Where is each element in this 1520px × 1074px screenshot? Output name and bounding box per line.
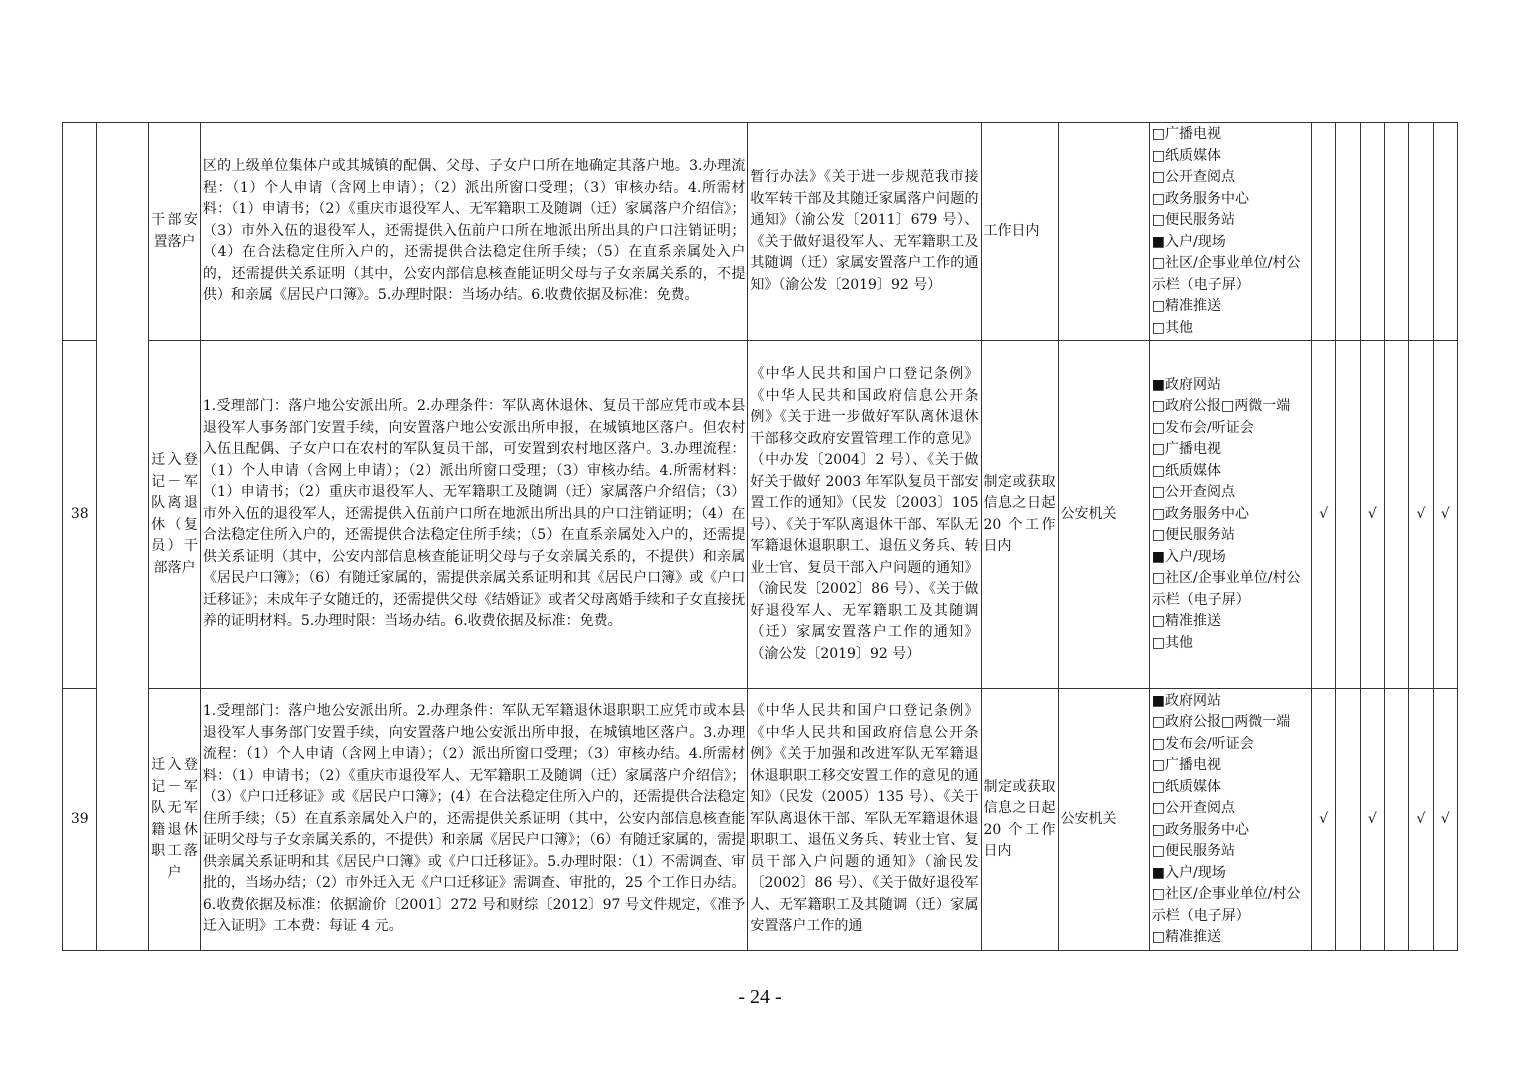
channel-option: □广播电视 [1151,126,1222,142]
channel-option: □社区/企事业单位/村公示栏（电子屏） [1151,886,1301,924]
item-content: 1.受理部门：落户地公安派出所。2.办理条件：军队无军籍退休退职职工应凭市或本县退役军人事务部门安置手续，向安置落户地公安派出所申报，在城镇地区落户。3.办理流程：（1）个人申请（含网上申请）；（2）派出所窗口受理；（3）审核办结。4.所需材料：（1）申请书；（2）《重庆市退役军人、无军籍职工及随调（迁）家属落户介绍信》；（3）《户口迁移证》或《居民户口簿》；(4）在合法稳定住所入户的，还需提供合法稳定住所手续；（5）在直系亲属处入户的，还需提供关系证明（其中，公安内部信息核查能证明父母与子女亲属关系的，不提供）和亲属《居民户口簿》；（6）有随迁家属的，需提供亲属关系证明和其《居民户口簿》或《户口迁移证》。5.办理时限：（1）不需调查、审批的，当场办结；（2）市外迁入无《户口迁移证》需调查、审批的，25 个工作日办结。6.收费依据及标准：依据渝价〔2001〕272 号和财综〔2012〕97 号文件规定，《准予迁入证明》工本费：每证 4 元。 [200,689,747,951]
mark-cell [1384,123,1408,341]
mark-cell [1433,123,1457,341]
channel-option: □政务服务中心 [1151,821,1250,838]
item-content: 1.受理部门：落户地公安派出所。2.办理条件：军队离休退休、复员干部应凭市或本县退役军人事务部门安置手续，向安置落户地公安派出所申报，在城镇地区落户。但农村入伍且配偶、子女户口在农村的军队复员干部，可安置到农村地区落户。3.办理流程：（1）个人申请（含网上申请）；（2）派出所窗口受理；（3）审核办结。4.所需材料：（1）申请书；（2）重庆市退役军人、无军籍职工及随调（迁）家属落户介绍信；（3）市外入伍的退役军人，还需提供入伍前户口所在地派出所出具的户口注销证明；（4）在合法稳定住所入户的，还需提供合法稳定住所手续；（5）在直系亲属处入户的，还需提供关系证明（其中，公安内部信息核查能证明父母与子女亲属关系的，不提供）和亲属《居民户口簿》；（6）有随迁家属的，需提供亲属关系证明和其《居民户口簿》或《户口迁移证》；未成年子女随迁的，还需提供父母《结婚证》或者父母离婚手续和子女直接抚养的证明材料。5.办理时限：当场办结。6.收费依据及标准：免费。 [200,341,747,689]
channel-option: □其他 [1151,634,1194,651]
item-time-limit: 工作日内 [981,123,1058,341]
item-time-limit: 制定或获取信息之日起 20 个工作日内 [981,689,1058,951]
channel-option: □便民服务站 [1151,527,1236,544]
category-cell [97,123,149,951]
item-basis: 暂行办法》《关于进一步规范我市接收军转干部及其随迁家属落户问题的通知》（渝公发〔2011〕679 号）、《关于做好退役军人、无军籍职工及其随调（迁）家属安置落户工作的通知》（渝公发〔2019〕92 号） [748,123,981,341]
mark-cell [1409,123,1433,341]
mark-cell: √ [1433,689,1457,951]
table-row [63,123,1458,341]
channel-option: □便民服务站 [1151,212,1236,228]
channel-option: □社区/企事业单位/村公示栏（电子屏） [1151,570,1301,608]
channel-option: □发布会/听证会 [1151,735,1254,752]
channel-option: □便民服务站 [1151,843,1236,859]
table-row [63,341,1458,689]
mark-cell [1384,341,1408,689]
channel-option: ■政府网站 [1151,376,1222,393]
channel-option: □政府公报□两微一端 [1151,714,1291,730]
item-name: 干部安置落户 [149,123,201,341]
item-subject: 公安机关 [1058,341,1149,689]
item-subject [1058,123,1149,341]
table-row [63,689,1458,951]
item-time-limit: 制定或获取信息之日起 20 个工作日内 [981,341,1058,689]
item-subject: 公安机关 [1058,689,1149,951]
mark-cell [1311,123,1335,341]
mark-cell [1360,123,1384,341]
mark-cell [1384,689,1408,951]
channel-option: □纸质媒体 [1151,462,1222,479]
channel-option: □政务服务中心 [1151,190,1250,207]
mark-cell: √ [1311,341,1335,689]
channel-option: □社区/企事业单位/村公示栏（电子屏） [1151,255,1301,293]
channel-option: ■入户/现场 [1151,548,1226,565]
item-content: 区的上级单位集体户或其城镇的配偶、父母、子女户口所在地确定其落户地。3.办理流程：（1）个人申请（含网上申请）；（2）派出所窗口受理；（3）审核办结。4.所需材料：（1）申请书；（2）《重庆市退役军人、无军籍职工及随调（迁）家属落户介绍信》；（3）市外入伍的退役军人，还需提供入伍前户口所在地派出所出具的户口注销证明；（4）在合法稳定住所入户的，还需提供合法稳定住所手续；（5）在直系亲属处入户的，还需提供关系证明（其中，公安内部信息核查能证明父母与子女亲属关系的，不提供）和亲属《居民户口簿》。5.办理时限：当场办结。6.收费依据及标准：免费。 [200,123,747,341]
channel-option: ■政府网站 [1151,692,1222,709]
page-number: - 24 - [738,986,782,1008]
channel-option: □公开查阅点 [1151,484,1236,501]
channel-option: □纸质媒体 [1151,147,1222,164]
mark-cell: √ [1311,689,1335,951]
item-basis: 《中华人民共和国户口登记条例》《中华人民共和国政府信息公开条例》《关于进一步做好军队离休退休干部移交政府安置管理工作的意见》（中办发〔2004〕2 号）、《关于做好关于做好 2003 年军队复员干部安置工作的通知》（民发〔2003〕105 号）、《关于军队离退休干部、军队无军籍退休退职职工、退伍义务兵、转业士官、复员干部入户问题的通知》（渝民发〔2002〕86 号）、《关于做好退役军人、无军籍职工及其随调（迁）家属安置落户工作的通知》（渝公发〔2019〕92 号） [748,341,981,689]
mark-cell [1336,689,1360,951]
item-name: 迁入登记－军队离退休（复员）干部落户 [149,341,201,689]
channel-option: □公开查阅点 [1151,800,1236,816]
item-channels [1149,689,1311,951]
channel-option: ■入户/现场 [1151,233,1226,250]
channel-option: □精准推送 [1151,929,1222,945]
mark-cell: √ [1433,341,1457,689]
mark-cell [1336,341,1360,689]
channel-option: □发布会/听证会 [1151,419,1254,436]
item-name: 迁入登记－军队无军籍退休职工落户 [149,689,201,951]
channel-option: □广播电视 [1151,757,1222,773]
item-basis: 《中华人民共和国户口登记条例》《中华人民共和国政府信息公开条例》《关于加强和改进军队无军籍退休退职职工移交安置工作的意见的通知》（民发（2005）135 号）、《关于军队离退休干部、军队无军籍退休退职职工、退伍义务兵、转业士官、复员干部入户问题的通知》（渝民发〔2002〕86 号）、《关于做好退役军人、无军籍职工及其随调（迁）家属安置落户工作的通 [748,689,981,951]
channel-option: □精准推送 [1151,298,1222,314]
row-number [63,123,97,341]
channel-option: □政府公报□两微一端 [1151,398,1291,415]
channel-option: □政务服务中心 [1151,505,1250,522]
channel-option: □其他 [1151,319,1194,336]
channel-option: □广播电视 [1151,441,1222,458]
mark-cell: √ [1409,341,1433,689]
item-channels [1149,123,1311,341]
item-channels [1149,341,1311,689]
disclosure-table [62,122,1458,951]
mark-cell [1336,123,1360,341]
channel-option: □纸质媒体 [1151,778,1222,795]
channel-option: ■入户/现场 [1151,864,1226,881]
channel-option: □公开查阅点 [1151,169,1236,185]
channel-option: □精准推送 [1151,613,1222,630]
mark-cell: √ [1360,341,1384,689]
mark-cell: √ [1360,689,1384,951]
mark-cell: √ [1409,689,1433,951]
row-number: 38 [63,341,97,689]
row-number: 39 [63,689,97,951]
